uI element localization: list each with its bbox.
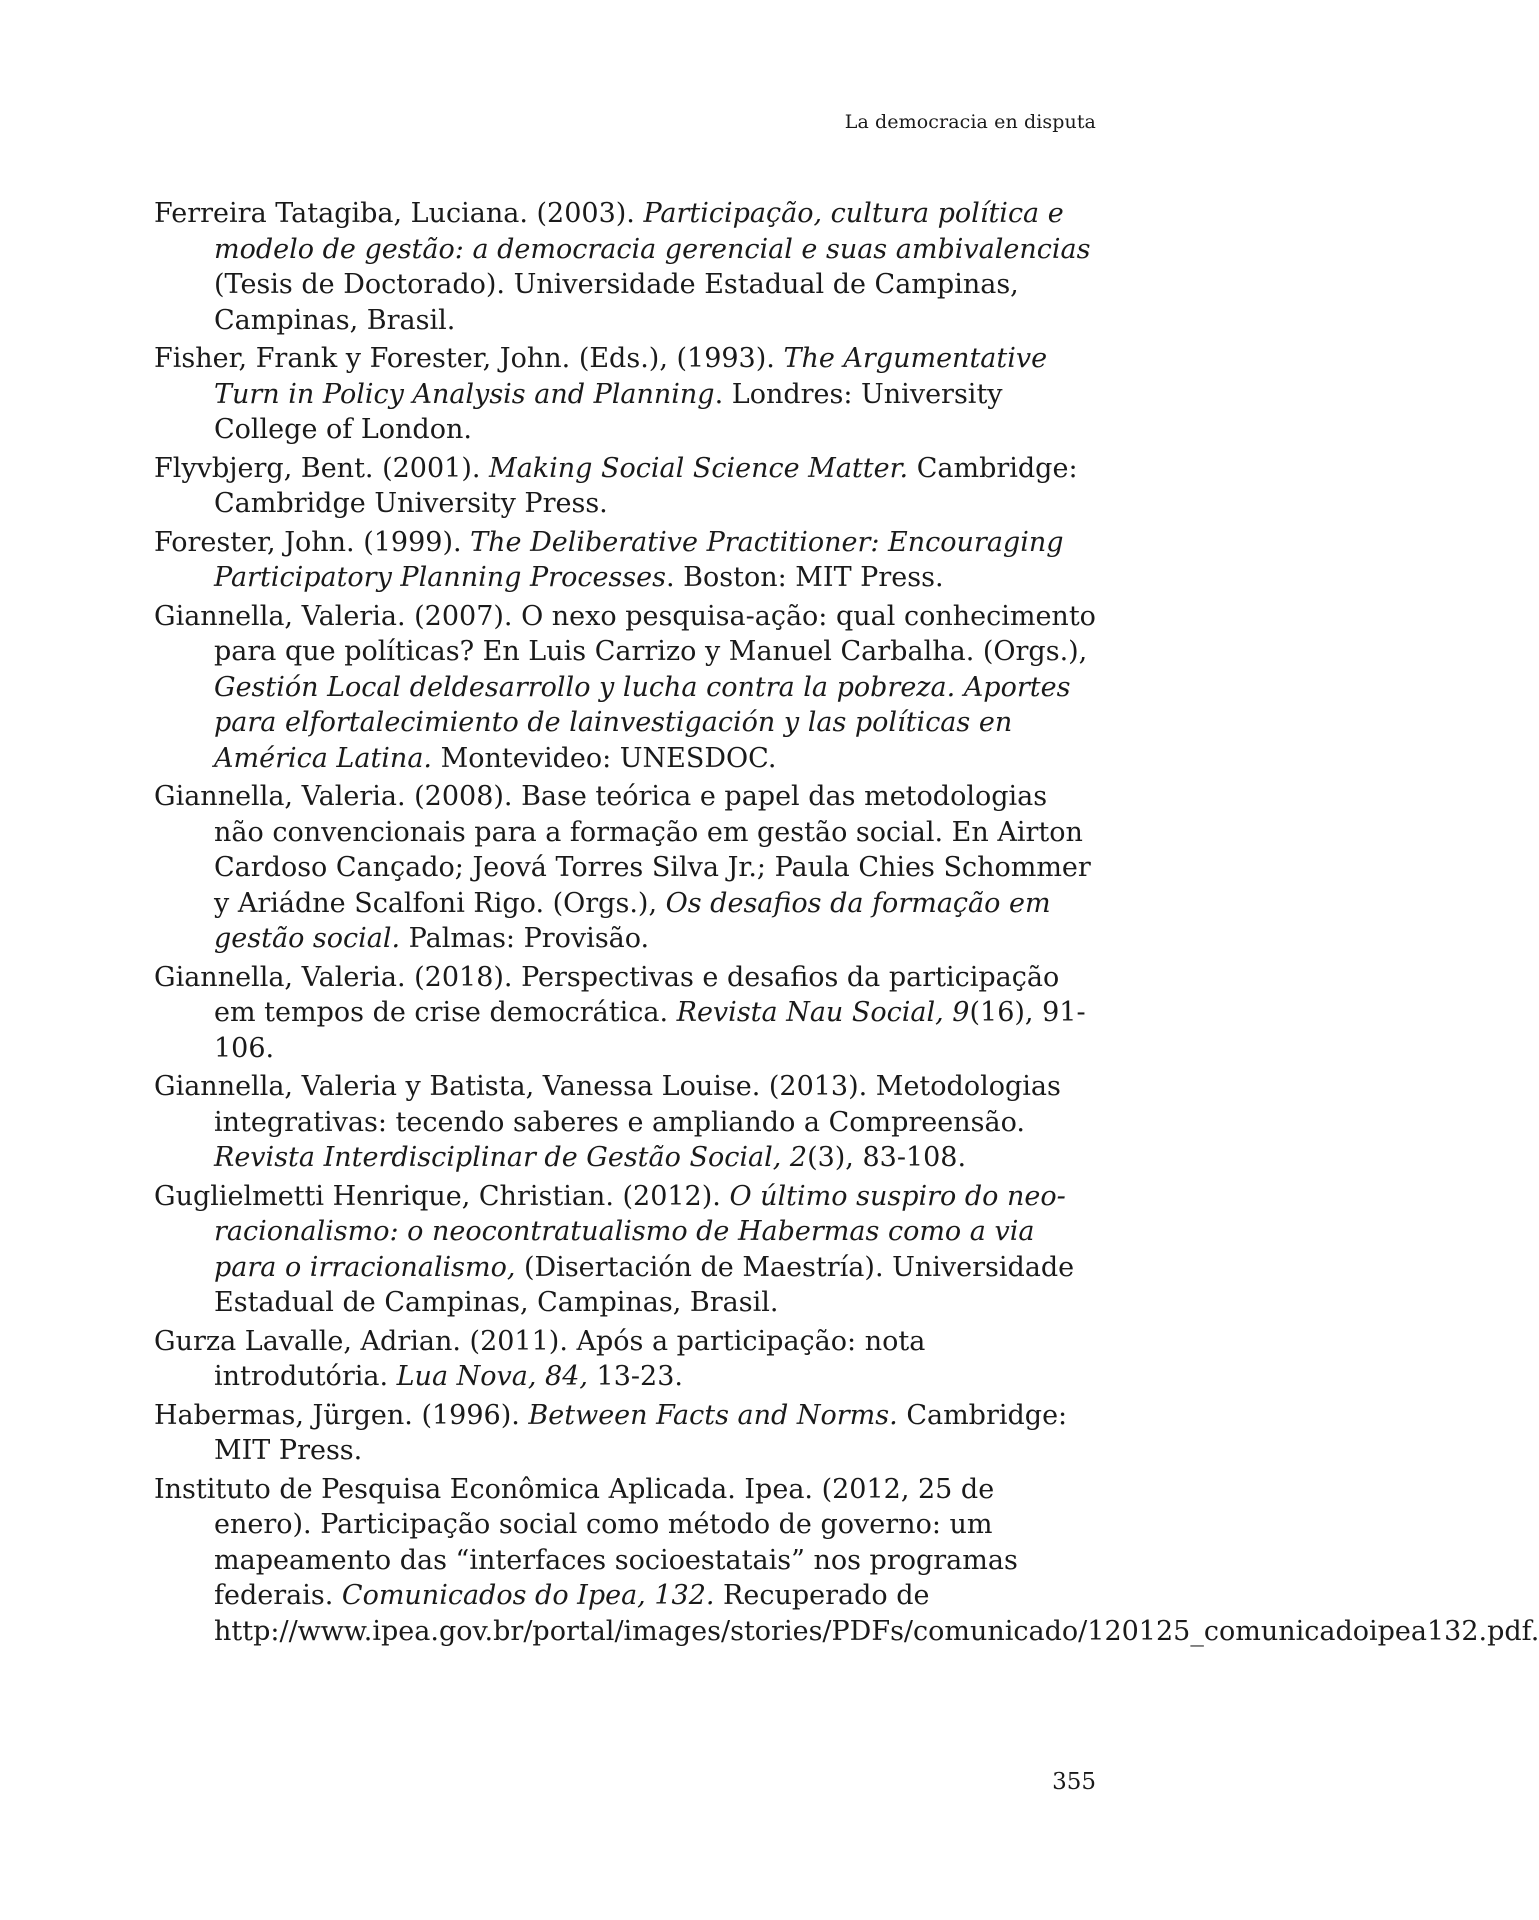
reference-entry [154, 1472, 1539, 1650]
reference-entry [154, 1324, 1099, 1395]
reference-title: The Deliberative Practitioner: Encouraging Participatory Planning Processes [214, 526, 1064, 593]
reference-text: Habermas, Jürgen. (1996). [154, 1399, 529, 1431]
reference-title: Revista Nau Social, 9 [676, 997, 970, 1028]
reference-text: Forester, John. (1999). [154, 526, 471, 558]
reference-text: Giannella, Valeria. (2007). O nexo pesquisa-ação: qual conhecimento para que políticas? En Luis Carrizo y Manuel Carbalha. (Orgs.), [154, 600, 1096, 667]
reference-title: Comunicados do Ipea, 132. [341, 1580, 715, 1611]
reference-text: . Boston: MIT Press. [665, 562, 944, 593]
reference-title: Lua Nova, 84, [396, 1361, 588, 1392]
reference-entry [154, 1398, 1099, 1469]
reference-entry [154, 451, 1099, 522]
page-number: 355 [1052, 1769, 1096, 1795]
reference-text: Cambridge: Cambridge University Press. [214, 452, 1078, 519]
reference-title: The Argumentative Turn in Policy Analysis and Planning [214, 343, 1048, 410]
reference-text: (3), 83-108. [807, 1142, 967, 1173]
reference-text: (Tesis de Doctorado). Universidade Estadual de Campinas, Campinas, Brasil. [214, 269, 1019, 336]
reference-title: Revista Interdisciplinar de Gestão Social, 2 [214, 1142, 808, 1173]
reference-text: Recuperado de http://www.ipea.gov.br/portal/images/stories/PDFs/comunicado/120125_comunicadoipea132.pdf. [214, 1580, 1539, 1647]
reference-text: Montevideo: UNESDOC. [432, 742, 777, 774]
reference-text: Ferreira Tatagiba, Luciana. (2003). [154, 198, 644, 229]
reference-title: Participação, cultura política e modelo de gestão: a democracia gerencial e suas ambivalencias [214, 198, 1091, 265]
reference-text: Giannella, Valeria y Batista, Vanessa Louise. (2013). Metodologias integrativas: tecendo saberes e ampliando a Compreensão. [154, 1071, 1061, 1138]
reference-title: Gestión Local deldesarrollo y lucha contra la pobreza. Aportes para elfortalecimiento de lainvestigación y las políticas en América Latina. [214, 671, 1071, 774]
reference-entry [154, 525, 1099, 596]
reference-title: Between Facts and Norms. [528, 1399, 898, 1431]
reference-entry [154, 196, 1099, 338]
reference-text: Flyvbjerg, Bent. (2001). [154, 452, 490, 484]
reference-text: Giannella, Valeria. (2018). Perspectivas e desafios da participação em tempos de crise democrática. [154, 961, 1060, 1028]
reference-text: . Londres: University College of London. [214, 378, 1003, 445]
reference-text: (16), 91-106. [214, 997, 1086, 1064]
running-head: La democracia en disputa [844, 111, 1096, 133]
reference-text: 13-23. [587, 1361, 683, 1392]
reference-text: Fisher, Frank y Forester, John. (Eds.), (1993). [154, 343, 784, 374]
reference-entry [154, 960, 1099, 1067]
reference-text: Palmas: Provisão. [400, 923, 650, 954]
reference-text: Instituto de Pesquisa Econômica Aplicada. Ipea. (2012, 25 de enero). Participação social como método de governo: um mapeamento das “interfaces socioestatais” nos programas federais. [154, 1473, 1018, 1611]
reference-title: Os desafios da formação em gestão social. [214, 887, 1051, 954]
reference-entry [154, 1069, 1099, 1176]
reference-text: Guglielmetti Henrique, Christian. (2012). [154, 1180, 730, 1212]
reference-title: Making Social Science Matter. [489, 452, 909, 484]
reference-text: Gurza Lavalle, Adrian. (2011). Após a participação: nota introdutória. [154, 1325, 926, 1392]
reference-text: Cambridge: MIT Press. [214, 1399, 1068, 1466]
reference-entry [154, 341, 1099, 448]
reference-entry [154, 599, 1099, 777]
reference-text: Giannella, Valeria. (2008). Base teórica e papel das metodologias não convencionais para a formação em gestão social. En Airton Cardoso Cançado; Jeová Torres Silva Jr.; Paula Chies Schommer y Ariádne Scalfoni Rigo. (Orgs.), [154, 781, 1091, 919]
reference-title: O último suspiro do neo-racionalismo: o neocontratualismo de Habermas como a via para o irracionalismo, [214, 1180, 1066, 1283]
reference-entry [154, 1179, 1099, 1321]
reference-text: (Disertación de Maestría). Universidade Estadual de Campinas, Campinas, Brasil. [214, 1251, 1075, 1318]
reference-list [154, 196, 1539, 1652]
reference-entry [154, 779, 1099, 957]
